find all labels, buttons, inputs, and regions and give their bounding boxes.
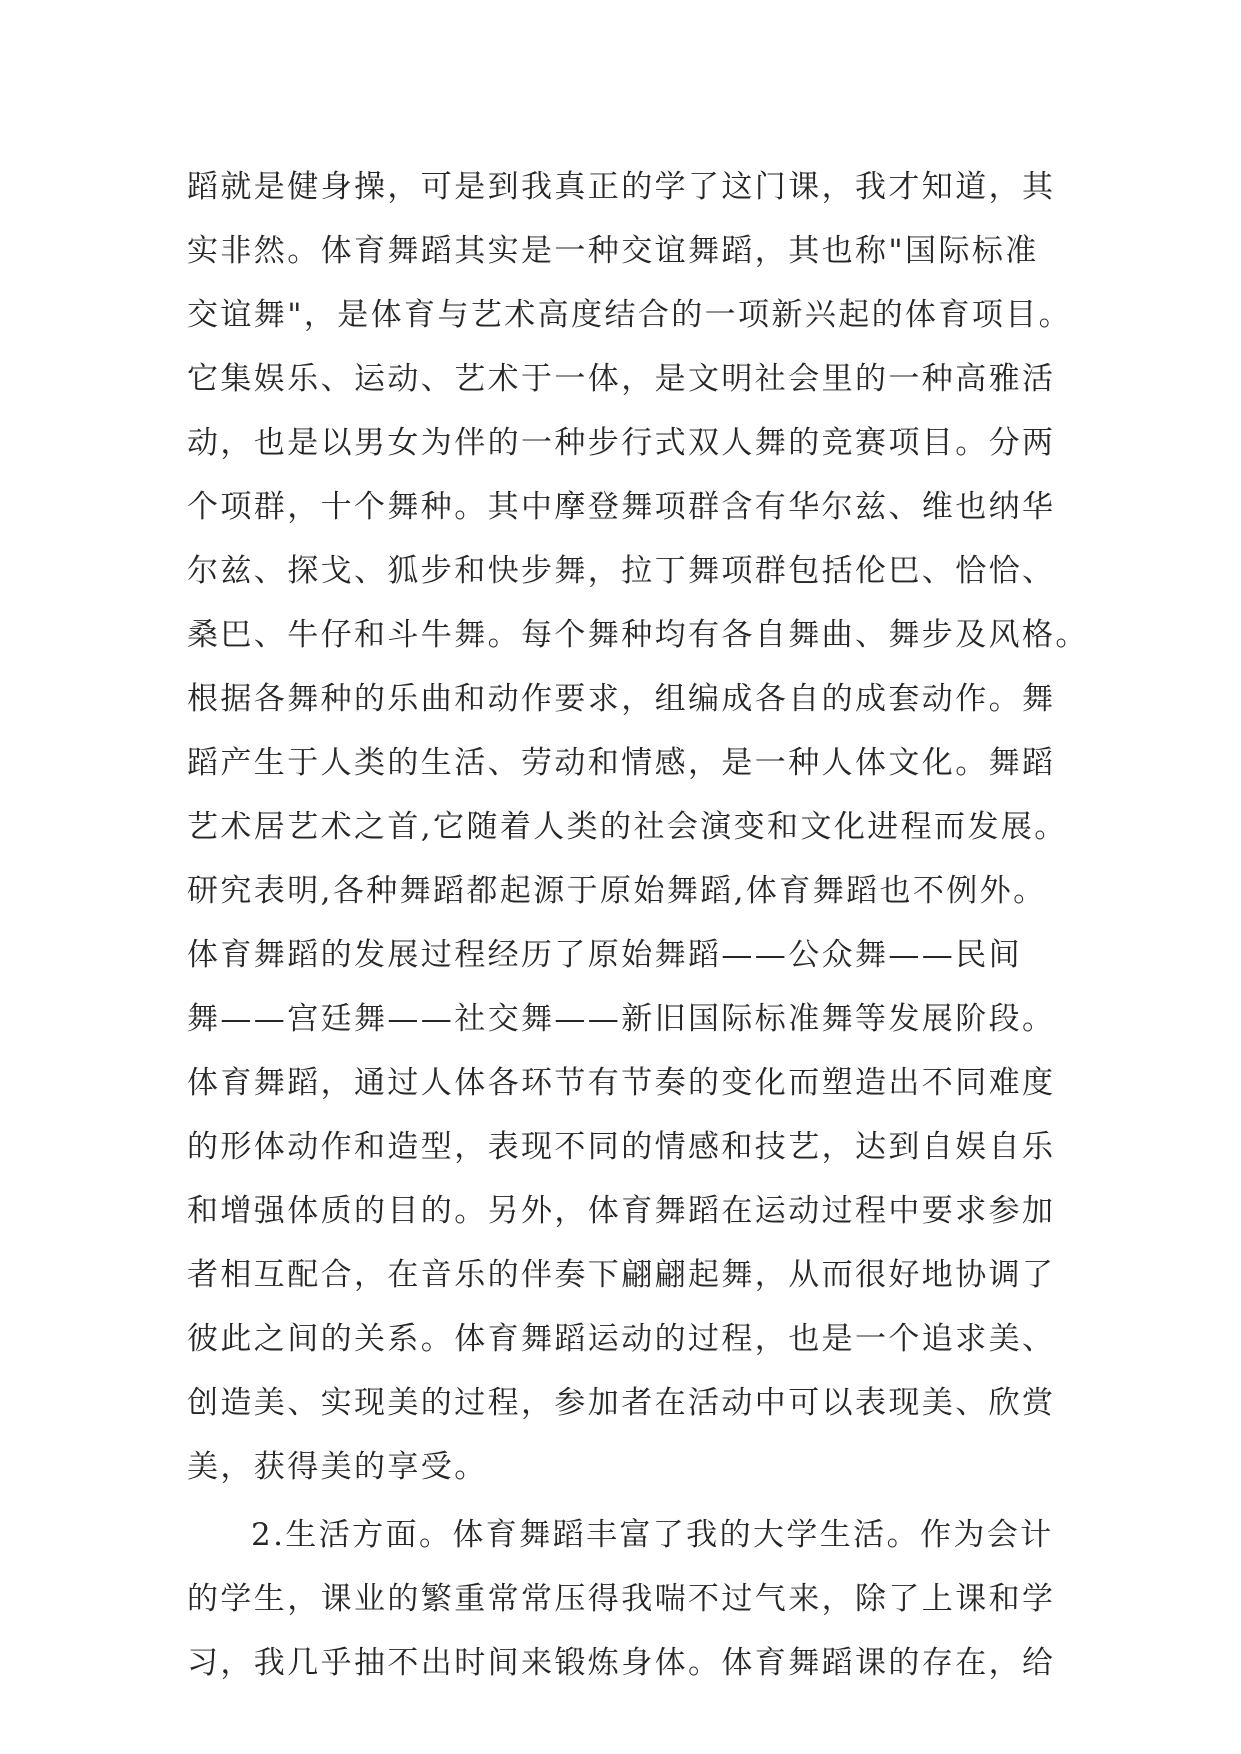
text-line: 动，也是以男女为伴的一种步行式双人舞的竞赛项目。分两 [187, 425, 1056, 461]
text-line: 的形体动作和造型，表现不同的情感和技艺，达到自娱自乐 [187, 1129, 1056, 1165]
text-line: 交谊舞"，是体育与艺术高度结合的一项新兴起的体育项目。 [187, 297, 1073, 333]
text-line: 尔兹、探戈、狐步和快步舞，拉丁舞项群包括伦巴、恰恰、 [187, 553, 1056, 589]
text-line: 的学生，课业的繁重常常压得我喘不过气来，除了上课和学 [187, 1581, 1056, 1617]
text-line: 艺术居艺术之首,它随着人类的社会演变和文化进程而发展。 [187, 809, 1068, 845]
paragraph-1 [187, 155, 1089, 1499]
text-line: 研究表明,各种舞蹈都起源于原始舞蹈,体育舞蹈也不例外。 [187, 873, 1047, 909]
text-line: 舞——宫廷舞——社交舞——新旧国际标准舞等发展阶段。 [187, 1001, 1056, 1037]
text-line: 桑巴、牛仔和斗牛舞。每个舞种均有各自舞曲、舞步及风格。 [187, 617, 1089, 653]
document-body [187, 155, 1089, 1695]
paragraph-2 [187, 1503, 1067, 1695]
text-line: 习，我几乎抽不出时间来锻炼身体。体育舞蹈课的存在，给 [187, 1645, 1056, 1681]
text-line: 根据各舞种的乐曲和动作要求，组编成各自的成套动作。舞 [187, 681, 1056, 717]
text-line: 它集娱乐、运动、艺术于一体，是文明社会里的一种高雅活 [187, 361, 1056, 397]
text-line: 实非然。体育舞蹈其实是一种交谊舞蹈，其也称"国际标准 [187, 233, 1039, 269]
text-line: 蹈就是健身操，可是到我真正的学了这门课，我才知道，其 [187, 169, 1056, 205]
text-line: 美，获得美的享受。 [187, 1449, 488, 1485]
text-line: 蹈产生于人类的生活、劳动和情感，是一种人体文化。舞蹈 [187, 745, 1056, 781]
text-line: 个项群，十个舞种。其中摩登舞项群含有华尔兹、维也纳华 [187, 489, 1056, 525]
text-line: 和增强体质的目的。另外，体育舞蹈在运动过程中要求参加 [187, 1193, 1056, 1229]
text-line: 2.生活方面。体育舞蹈丰富了我的大学生活。作为会计 [251, 1517, 1054, 1553]
text-line: 彼此之间的关系。体育舞蹈运动的过程，也是一个追求美、 [187, 1321, 1056, 1357]
text-line: 体育舞蹈，通过人体各环节有节奏的变化而塑造出不同难度 [187, 1065, 1056, 1101]
text-line: 者相互配合，在音乐的伴奏下翩翩起舞，从而很好地协调了 [187, 1257, 1056, 1293]
text-line: 体育舞蹈的发展过程经历了原始舞蹈——公众舞——民间 [187, 937, 1022, 973]
text-line: 创造美、实现美的过程，参加者在活动中可以表现美、欣赏 [187, 1385, 1056, 1421]
